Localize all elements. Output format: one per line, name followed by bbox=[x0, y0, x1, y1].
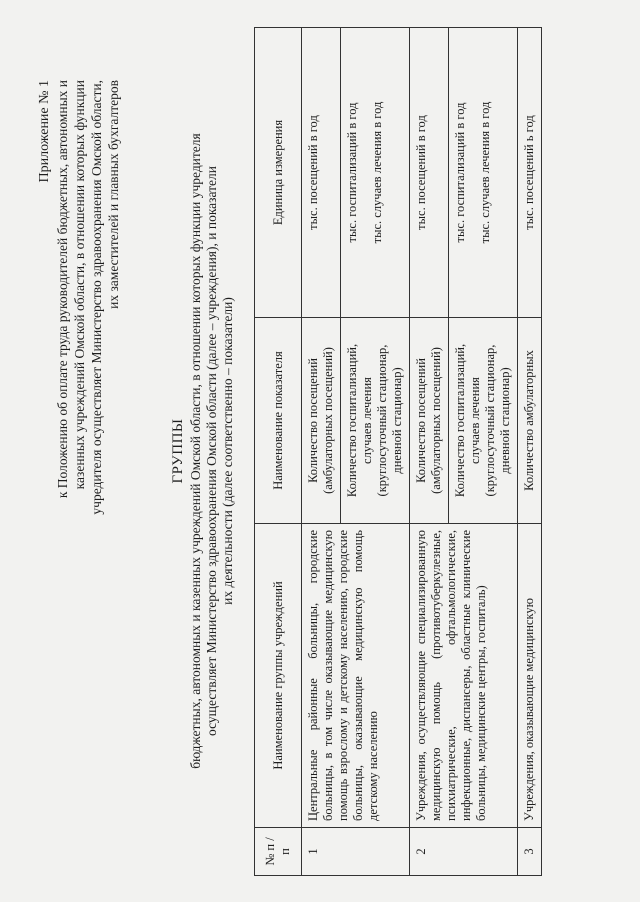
indicator-cell bbox=[302, 318, 341, 524]
table-row bbox=[518, 28, 542, 876]
table-row bbox=[410, 28, 449, 876]
appendix-line: учредителя осуществляет Министерство здравоохранения Омской области, bbox=[89, 80, 104, 515]
appendix-line: к Положению об оплате труда руководителей бюджетных, автономных и bbox=[55, 80, 70, 499]
unit-text: тыс. госпитализаций в год bbox=[345, 102, 359, 243]
table-header-row bbox=[255, 28, 302, 876]
indicator-text: Количество посещений bbox=[414, 358, 428, 483]
header-unit: Единица измерения bbox=[255, 28, 302, 318]
unit-text: тыс. посещений в год bbox=[306, 115, 320, 230]
indicator-text: случаев лечения bbox=[468, 377, 482, 464]
unit-cell bbox=[341, 28, 410, 318]
unit-text: тыс. посещений в год bbox=[414, 115, 428, 230]
unit-cell bbox=[449, 28, 518, 318]
document-heading bbox=[170, 0, 236, 902]
header-indicator: Наименование показателя bbox=[255, 318, 302, 524]
header-number: № п /п bbox=[255, 828, 302, 876]
row-number: 1 bbox=[302, 828, 410, 876]
group-name: Учреждения, осуществляющие специализированную медицинскую помощь (противотуберкулезные, психиатрические, офтальмологические, инфекционные, диспансеры, областные клинические больницы, медицинские центры, госпиталь) bbox=[410, 524, 518, 828]
heading-line: их деятельности (далее соответственно – показатели) bbox=[220, 297, 235, 605]
unit-cell bbox=[302, 28, 341, 318]
indicator-text: дневной стационар) bbox=[390, 367, 404, 474]
unit-cell bbox=[410, 28, 449, 318]
indicator-text: (круглосуточный стационар, bbox=[483, 344, 497, 497]
row-number: 3 bbox=[518, 828, 542, 876]
indicator-text: Количество госпитализаций, bbox=[453, 343, 467, 498]
heading-title: ГРУППЫ bbox=[170, 418, 186, 484]
appendix-header bbox=[36, 80, 122, 700]
header-group-name: Наименование группы учреждений bbox=[255, 524, 302, 828]
indicator-text: Количество амбулаторных bbox=[522, 350, 536, 491]
indicator-text: (амбулаторных посещений) bbox=[429, 347, 443, 494]
unit-text: тыс. посещений ь год bbox=[522, 115, 536, 230]
indicator-text: (круглосуточный стационар, bbox=[375, 344, 389, 497]
groups-table bbox=[254, 27, 542, 876]
unit-text: тыс. случаев лечения в год bbox=[478, 101, 492, 244]
indicator-text: дневной стационар) bbox=[498, 367, 512, 474]
row-number: 2 bbox=[410, 828, 518, 876]
indicator-cell bbox=[518, 318, 542, 524]
appendix-title: Приложение № 1 bbox=[37, 80, 52, 183]
indicator-text: (амбулаторных посещений) bbox=[321, 347, 335, 494]
heading-line: бюджетных, автономных и казенных учреждений Омской области, в отношении которых функции учредителя bbox=[188, 133, 203, 769]
table-row bbox=[302, 28, 341, 876]
unit-cell bbox=[518, 28, 542, 318]
indicator-cell bbox=[341, 318, 410, 524]
unit-text: тыс. госпитализаций в год bbox=[453, 102, 467, 243]
heading-line: осуществляет Министерство здравоохранения Омской области (далее – учреждения), и показатели bbox=[204, 166, 219, 736]
appendix-line: казенных учреждений Омской области, в отношении которых функции bbox=[72, 80, 87, 490]
indicator-text: Количество посещений bbox=[306, 358, 320, 483]
indicator-text: случаев лечения bbox=[360, 377, 374, 464]
group-name: Учреждения, оказывающие медицинскую bbox=[518, 524, 542, 828]
indicator-cell bbox=[449, 318, 518, 524]
appendix-line: их заместителей и главных бухгалтеров bbox=[106, 80, 121, 309]
unit-text: тыс. случаев лечения в год bbox=[370, 101, 384, 244]
group-name: Центральные районные больницы, городские больницы, в том числе оказывающие медицинскую помощь взрослому и детскому населению, городские больницы, оказывающие медицинскую помощь детскому населению bbox=[302, 524, 410, 828]
indicator-cell bbox=[410, 318, 449, 524]
indicator-text: Количество госпитализаций, bbox=[345, 343, 359, 498]
